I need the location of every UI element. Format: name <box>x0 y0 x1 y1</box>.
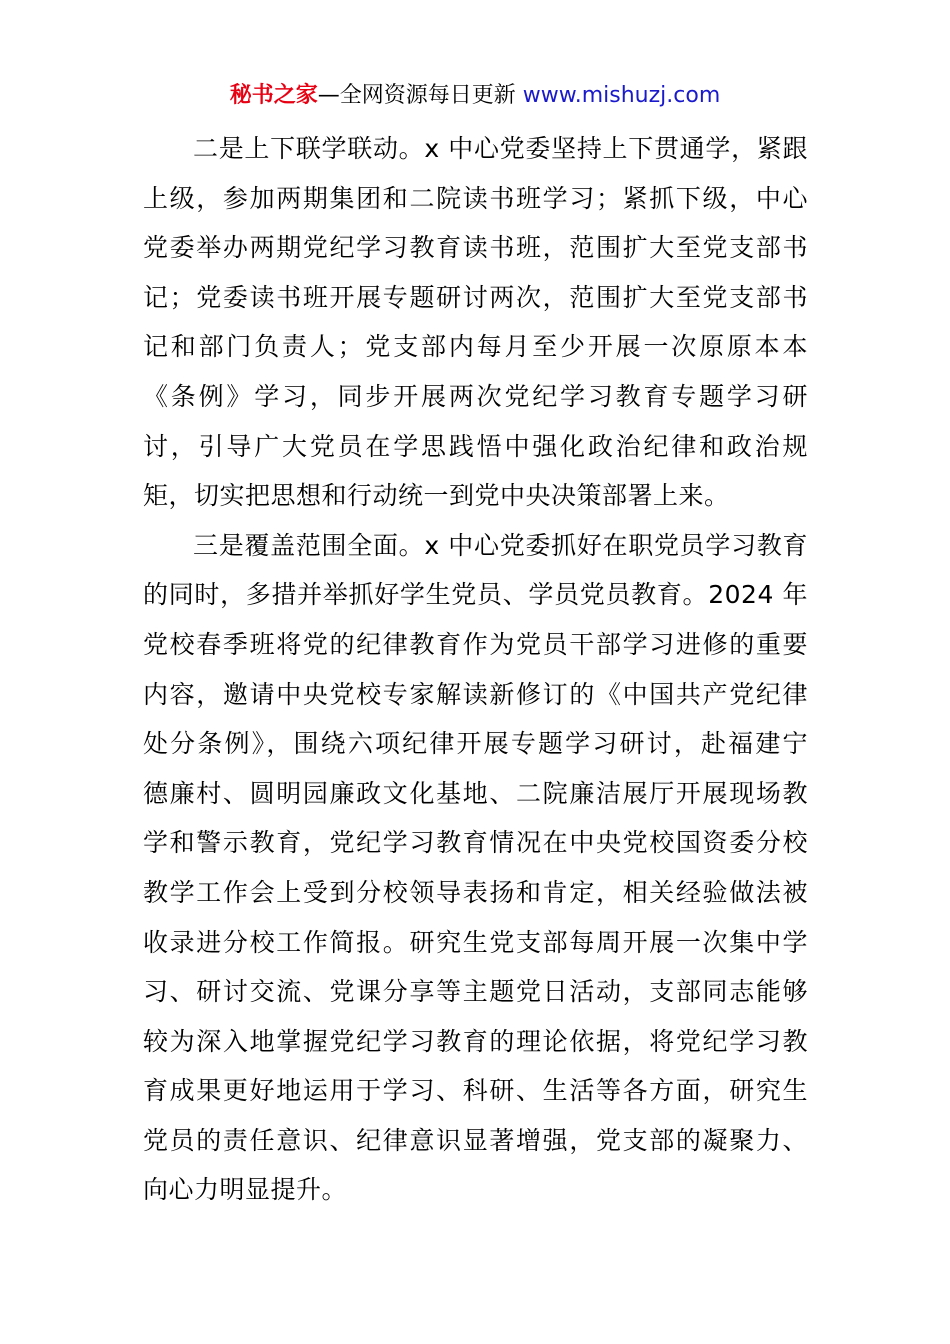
paragraph-line: 向心力明显提升。 <box>143 1175 348 1205</box>
paragraph-line: 学和警示教育，党纪学习教育情况在中央党校国资委分校 <box>143 828 808 858</box>
paragraph-line: 《条例》学习，同步开展两次党纪学习教育专题学习研 <box>143 381 808 411</box>
paragraph-line: 处分条例》，围绕六项纪律开展专题学习研讨，赴福建宁 <box>143 729 808 759</box>
paragraph-line: 二是上下联学联动。x 中心党委坚持上下贯通学，紧跟 <box>193 134 808 163</box>
paragraph <box>143 521 808 1215</box>
paragraph-line: 上级，参加两期集团和二院读书班学习；紧抓下级，中心 <box>143 183 808 213</box>
paragraph-line: 矩，切实把思想和行动统一到党中央决策部署上来。 <box>143 481 730 511</box>
paragraph-line: 记和部门负责人；党支部内每月至少开展一次原原本本 <box>143 332 808 362</box>
site-url-link[interactable]: www.mishuzj.com <box>522 83 721 108</box>
document-body <box>143 124 808 1215</box>
paragraph-line: 党委举办两期党纪学习教育读书班，范围扩大至党支部书 <box>143 233 808 263</box>
paragraph-line: 三是覆盖范围全面。x 中心党委抓好在职党员学习教育 <box>193 530 808 560</box>
paragraph-line: 较为深入地掌握党纪学习教育的理论依据，将党纪学习教 <box>143 1026 808 1056</box>
paragraph-line: 记；党委读书班开展专题研讨两次，范围扩大至党支部书 <box>143 282 808 312</box>
paragraph-line: 讨，引导广大党员在学思践悟中强化政治纪律和政治规 <box>143 431 808 461</box>
paragraph-line: 内容，邀请中央党校专家解读新修订的《中国共产党纪律 <box>143 679 808 709</box>
paragraph-line: 收录进分校工作简报。研究生党支部每周开展一次集中学 <box>143 927 808 957</box>
paragraph-line: 教学工作会上受到分校领导表扬和肯定，相关经验做法被 <box>143 877 808 907</box>
paragraph-line: 德廉村、圆明园廉政文化基地、二院廉洁展厅开展现场教 <box>143 778 808 808</box>
paragraph-line: 的同时，多措并举抓好学生党员、学员党员教育。2024 年 <box>143 580 808 610</box>
site-header <box>0 80 950 112</box>
paragraph-line: 育成果更好地运用于学习、科研、生活等各方面，研究生 <box>143 1076 808 1106</box>
paragraph-line: 党员的责任意识、纪律意识显著增强，党支部的凝聚力、 <box>143 1125 808 1155</box>
paragraph-line: 党校春季班将党的纪律教育作为党员干部学习进修的重要 <box>143 629 808 659</box>
brand-name: 秘书之家 <box>229 83 318 108</box>
header-tagline: —全网资源每日更新 <box>317 83 523 108</box>
paragraph-list <box>143 124 808 1215</box>
paragraph-line: 习、研讨交流、党课分享等主题党日活动，支部同志能够 <box>143 977 808 1007</box>
paragraph <box>143 124 808 521</box>
